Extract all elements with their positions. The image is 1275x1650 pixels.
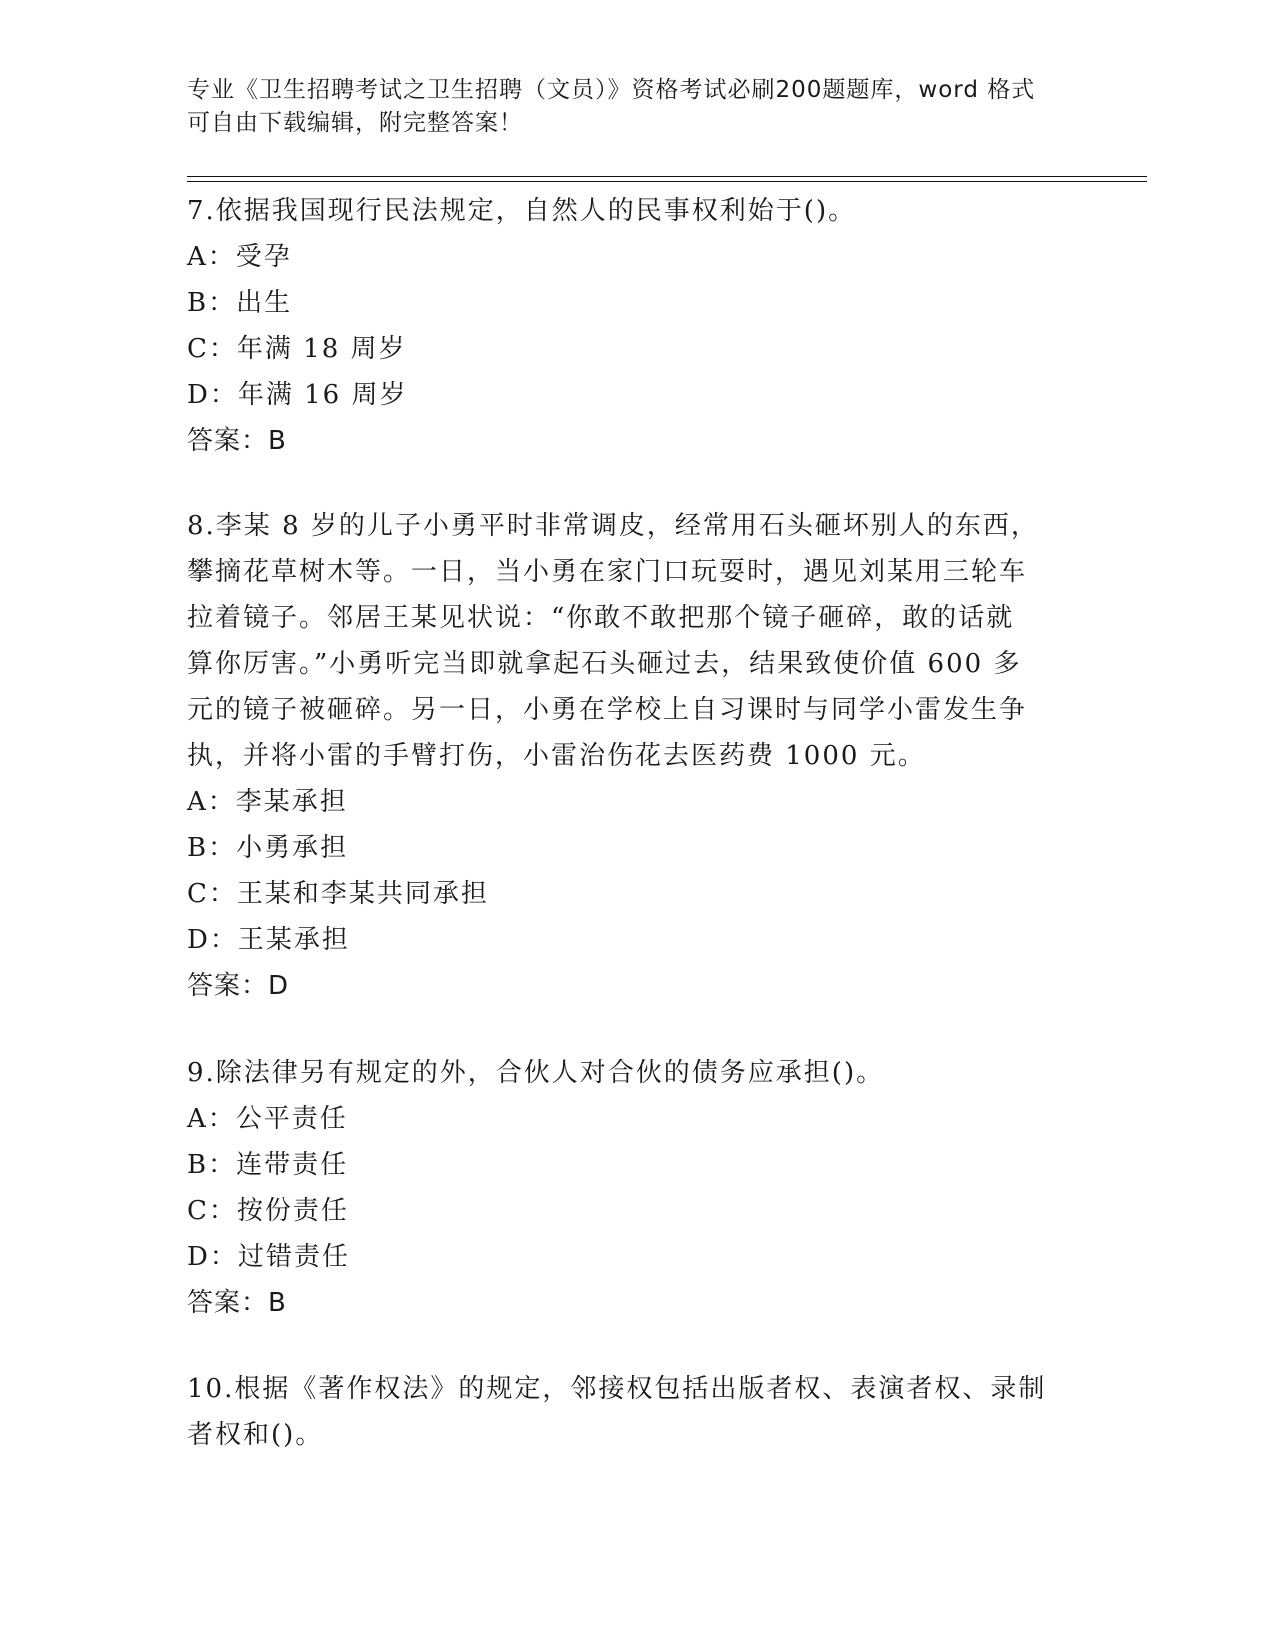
question-stem-line: 10.根据《著作权法》的规定，邻接权包括出版者权、表演者权、录制 (187, 1374, 1047, 1404)
question-10 (187, 1366, 1067, 1458)
option-b: B：连带责任 (187, 1150, 349, 1180)
question-stem-line: 攀摘花草树木等。一日，当小勇在家门口玩耍时，遇见刘某用三轮车 (187, 557, 1028, 587)
question-7 (187, 188, 1067, 464)
header-divider-bottom (187, 181, 1147, 182)
option-d: D：王某承担 (187, 925, 350, 955)
question-stem-line: 8.李某 8 岁的儿子小勇平时非常调皮，经常用石头砸坏别人的东西， (187, 511, 1039, 541)
question-stem-line: 元的镜子被砸碎。另一日，小勇在学校上自习课时与同学小雷发生争 (187, 695, 1028, 725)
option-d: D：年满 16 周岁 (187, 380, 408, 410)
header-line-2: 可自由下载编辑，附完整答案！ (187, 110, 523, 136)
answer-line: 答案：D (187, 971, 290, 1001)
question-stem-line: 者权和()。 (187, 1420, 324, 1450)
question-stem: 7.依据我国现行民法规定，自然人的民事权利始于()。 (187, 196, 857, 226)
answer-line: 答案：B (187, 426, 287, 456)
option-c: C：按份责任 (187, 1196, 349, 1226)
option-c: C：王某和李某共同承担 (187, 879, 489, 909)
option-a: A：李某承担 (187, 787, 348, 817)
header-line-1: 专业《卫生招聘考试之卫生招聘（文员）》资格考试必刷200题题库，word 格式 (187, 77, 1036, 103)
header-divider-top (187, 176, 1147, 177)
option-c: C：年满 18 周岁 (187, 334, 407, 364)
option-b: B：小勇承担 (187, 833, 349, 863)
option-a: A：公平责任 (187, 1104, 348, 1134)
option-d: D：过错责任 (187, 1242, 350, 1272)
question-stem-line: 执，并将小雷的手臂打伤，小雷治伤花去医药费 1000 元。 (187, 741, 926, 771)
option-a: A：受孕 (187, 242, 292, 272)
question-stem-line: 算你厉害。”小勇听完当即就拿起石头砸过去，结果致使价值 600 多 (187, 649, 1022, 679)
question-stem-line: 拉着镜子。邻居王某见状说：“你敢不敢把那个镜子砸碎，敢的话就 (187, 603, 1015, 633)
question-9 (187, 1050, 1067, 1326)
option-b: B：出生 (187, 288, 293, 318)
question-8 (187, 503, 1067, 1009)
question-stem: 9.除法律另有规定的外，合伙人对合伙的债务应承担()。 (187, 1058, 885, 1088)
answer-line: 答案：B (187, 1288, 287, 1318)
document-header (187, 74, 1067, 140)
